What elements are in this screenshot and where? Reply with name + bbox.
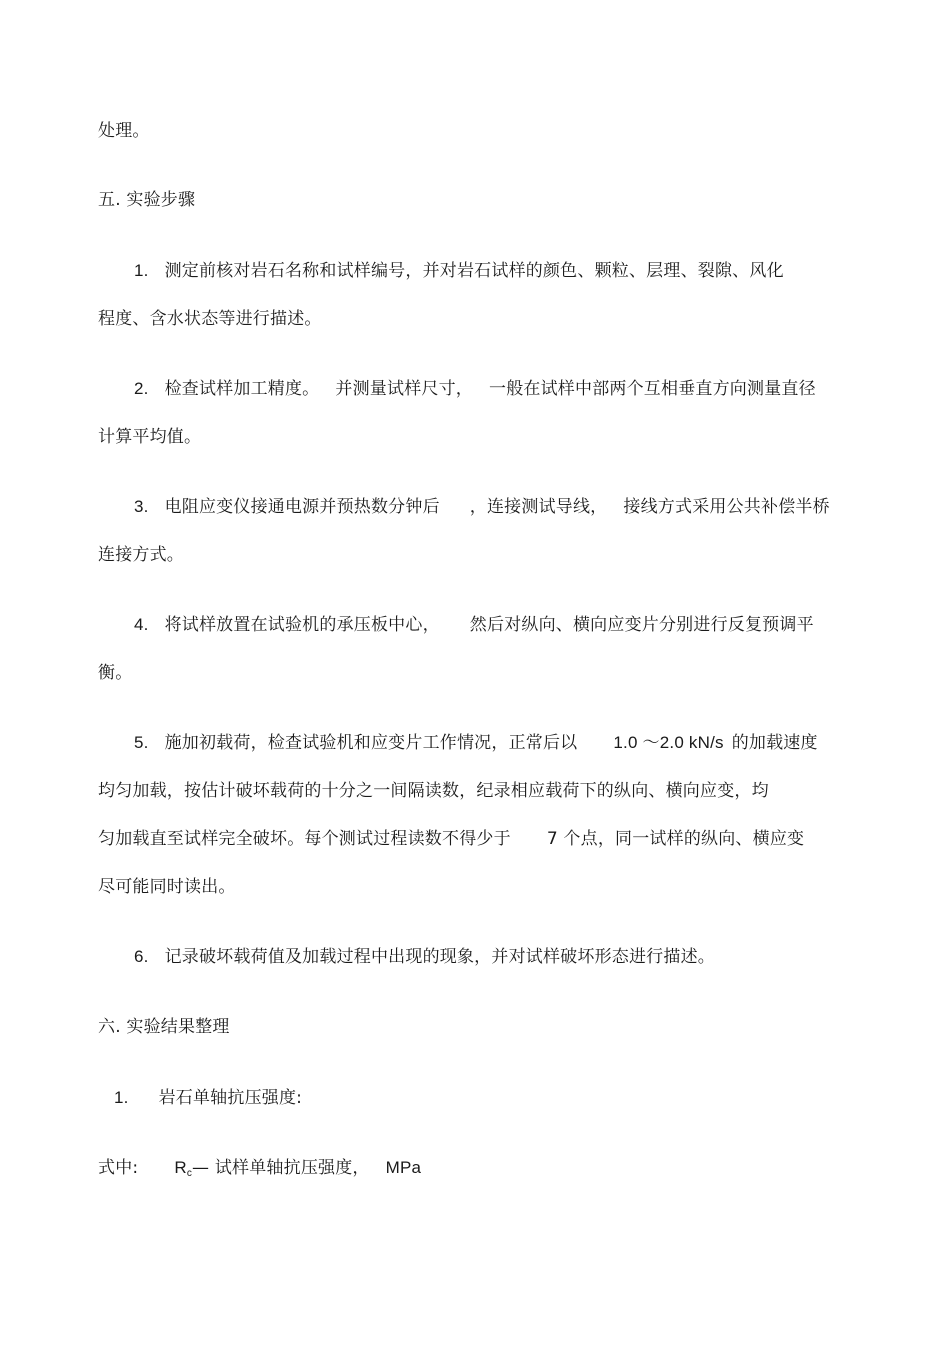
step-2-line-2: 计算平均值。 bbox=[98, 427, 202, 447]
step-1-line-2: 程度、含水状态等进行描述。 bbox=[98, 309, 322, 329]
section5-heading: 五. 实验步骤 bbox=[98, 190, 196, 210]
step-3-text-a: 电阻应变仪接通电源并预热数分钟后 bbox=[164, 497, 440, 517]
step-1-number: 1. bbox=[134, 261, 149, 280]
step-4-number: 4. bbox=[134, 615, 149, 634]
step-5-number: 5. bbox=[134, 733, 149, 752]
formula-definition-text: — 试样单轴抗压强度， bbox=[192, 1158, 370, 1178]
step-2-number: 2. bbox=[134, 379, 149, 398]
step-4-line-2: 衡。 bbox=[98, 663, 133, 683]
step-5-text-3b: 7 个点，同一试样的纵向、横应变 bbox=[546, 829, 805, 849]
step-4-text-b: 然后对纵向、横向应变片分别进行反复预调平 bbox=[469, 615, 814, 635]
step-3-line-2: 连接方式。 bbox=[98, 545, 184, 565]
formula-unit: MPa bbox=[385, 1158, 422, 1177]
step-3-text-c: 接线方式采用公共补偿半桥 bbox=[623, 497, 830, 517]
step-1-line-1 bbox=[134, 260, 784, 282]
formula-symbol: R bbox=[174, 1158, 187, 1177]
step-3-text-b: ，连接测试导线， bbox=[469, 497, 608, 517]
step-2-text-a: 检查试样加工精度。 bbox=[164, 379, 320, 399]
step-5-line-2: 均匀加载，按估计破坏载荷的十分之一间隔读数，纪录相应载荷下的纵向、横向应变，均 bbox=[98, 781, 769, 801]
section6-heading: 六. 实验结果整理 bbox=[98, 1017, 230, 1037]
step-5-rate: 1.0 ～2.0 kN/s bbox=[613, 733, 724, 752]
step-6-number: 6. bbox=[134, 947, 149, 966]
step-4-line-1 bbox=[134, 614, 814, 636]
step-3-number: 3. bbox=[134, 497, 149, 516]
result-item-1 bbox=[114, 1087, 302, 1109]
step-2-line-1 bbox=[134, 378, 816, 400]
step-1-text: 测定前核对岩石名称和试样编号，并对岩石试样的颜色、颗粒、层理、裂隙、风化 bbox=[164, 261, 784, 281]
step-2-text-c: 一般在试样中部两个互相垂直方向测量直径 bbox=[489, 379, 816, 399]
step-5-line-1 bbox=[134, 732, 818, 754]
step-5-text-3a: 匀加载直至试样完全破坏。每个测试过程读数不得少于 bbox=[98, 829, 511, 849]
step-3-line-1 bbox=[134, 496, 830, 518]
step-5-line-3 bbox=[98, 828, 804, 850]
formula-symbol-subscript: c bbox=[186, 1168, 193, 1179]
step-5-line-4: 尽可能同时读出。 bbox=[98, 877, 236, 897]
step-4-text-a: 将试样放置在试验机的承压板中心， bbox=[164, 615, 440, 635]
step-6-line-1 bbox=[134, 946, 715, 968]
intro-tail: 处理。 bbox=[98, 121, 150, 141]
step-5-text-a: 施加初载荷，检查试验机和应变片工作情况，正常后以 bbox=[164, 733, 578, 753]
step-2-text-b: 并测量试样尺寸， bbox=[335, 379, 473, 399]
formula-definition bbox=[98, 1157, 421, 1185]
formula-label: 式中: bbox=[98, 1158, 139, 1178]
step-6-text: 记录破坏载荷值及加载过程中出现的现象，并对试样破坏形态进行描述。 bbox=[164, 947, 715, 967]
step-5-text-c: 的加载速度 bbox=[731, 733, 818, 753]
result-item-1-text: 岩石单轴抗压强度: bbox=[158, 1088, 303, 1108]
result-item-1-number: 1. bbox=[114, 1088, 129, 1107]
